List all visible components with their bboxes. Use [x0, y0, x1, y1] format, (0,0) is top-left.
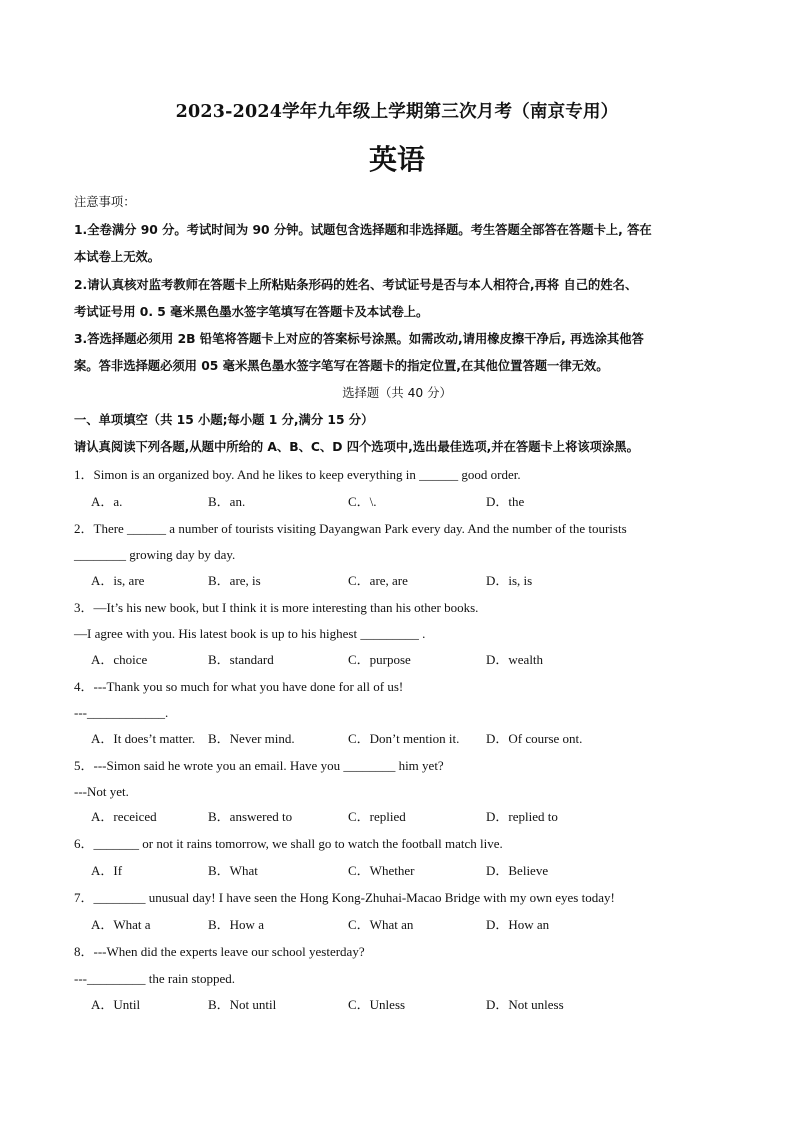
- question-8-text: ---_________ the rain stopped.: [74, 971, 236, 986]
- question-1-option-d: D．the: [486, 494, 525, 509]
- question-2-option-c: C．are, are: [348, 573, 408, 588]
- question-3-text: —I agree with you. His latest book is up to his highest _________ .: [74, 626, 426, 641]
- question-5-option-d: D．replied to: [486, 809, 558, 824]
- question-3-option-c: C．purpose: [348, 652, 411, 667]
- question-8-option-a: A．Until: [91, 997, 141, 1012]
- question-6-text: 6．_______ or not it rains tomorrow, we shall go to watch the football match live.: [74, 836, 503, 851]
- question-6-option-d: D．Believe: [486, 863, 549, 878]
- question-3-option-a: A．choice: [91, 652, 148, 667]
- question-4-option-d: D．Of course ont.: [486, 731, 583, 746]
- notice-line-2b: 考试证号用 0. 5 毫米黑色墨水签字笔填写在答题卡及本试卷上。: [74, 305, 429, 319]
- question-4-option-a: A．It does’t matter.: [91, 731, 196, 746]
- subject-title: 英语: [368, 143, 425, 176]
- notice-line-3a: 3.答选择题必须用 2B 铅笔将答题卡上对应的答案标号涂黑。如需改动,请用橡皮擦干净后, 再选涂其他答: [74, 332, 644, 346]
- question-8-option-b: B．Not until: [208, 997, 277, 1012]
- part-instruction: 请认真阅读下列各题,从题中所给的 A、B、C、D 四个选项中,选出最佳选项,并在答题卡上将该项涂黑。: [74, 440, 639, 454]
- question-2-text: 2．There ______ a number of tourists visiting Dayangwan Park every day. And the number of the tourists: [74, 521, 627, 536]
- notice-heading: 注意事项：: [74, 195, 136, 209]
- question-7-option-b: B．How a: [208, 917, 264, 932]
- question-2-text: ________ growing day by day.: [74, 547, 236, 562]
- question-7-option-a: A．What a: [91, 917, 151, 932]
- question-6-option-b: B．What: [208, 863, 258, 878]
- question-5-text: 5．---Simon said he wrote you an email. Have you ________ him yet?: [74, 758, 444, 773]
- question-2-option-a: A．is, are: [91, 573, 145, 588]
- notice-line-1b: 本试卷上无效。: [74, 250, 161, 264]
- question-8-option-d: D．Not unless: [486, 997, 564, 1012]
- question-5-option-b: B．answered to: [208, 809, 293, 824]
- question-4-text: ---____________.: [74, 705, 169, 720]
- question-5-option-c: C．replied: [348, 809, 406, 824]
- section-heading: 选择题（共 40 分）: [342, 386, 452, 400]
- question-2-option-d: D．is, is: [486, 573, 533, 588]
- notice-line-2a: 2.请认真核对监考教师在答题卡上所粘贴条形码的姓名、考试证号是否与本人相符合,再将 自己的姓名、: [74, 278, 638, 292]
- question-1-text: 1．Simon is an organized boy. And he likes to keep everything in ______ good order.: [74, 467, 521, 482]
- question-6-option-c: C．Whether: [348, 863, 415, 878]
- question-8-text: 8．---When did the experts leave our school yesterday?: [74, 944, 365, 959]
- question-4-option-c: C．Don’t mention it.: [348, 731, 460, 746]
- question-3-option-b: B．standard: [208, 652, 274, 667]
- question-6-option-a: A．If: [91, 863, 123, 878]
- part-heading: 一、单项填空（共 15 小题;每小题 1 分,满分 15 分）: [74, 413, 374, 427]
- question-7-option-d: D．How an: [486, 917, 550, 932]
- notice-line-3b: 案。答非选择题必须用 05 毫米黑色墨水签字笔写在答题卡的指定位置,在其他位置答题一律无效。: [74, 359, 609, 373]
- question-5-option-a: A．receiced: [91, 809, 157, 824]
- question-1-option-a: A．a.: [91, 494, 123, 509]
- question-4-option-b: B．Never mind.: [208, 731, 295, 746]
- question-7-option-c: C．What an: [348, 917, 414, 932]
- notice-line-1a: 1.全卷满分 90 分。考试时间为 90 分钟。试题包含选择题和非选择题。考生答题全部答在答题卡上, 答在: [74, 223, 652, 237]
- question-8-option-c: C．Unless: [348, 997, 406, 1012]
- question-7-text: 7．________ unusual day! I have seen the Hong Kong-Zhuhai-Macao Bridge with my own eyes today!: [74, 890, 615, 905]
- question-3-text: 3．—It’s his new book, but I think it is more interesting than his other books.: [74, 600, 479, 615]
- question-1-option-c: C．\.: [348, 494, 377, 509]
- question-1-option-b: B．an.: [208, 494, 246, 509]
- question-3-option-d: D．wealth: [486, 652, 544, 667]
- question-2-option-b: B．are, is: [208, 573, 261, 588]
- question-4-text: 4．---Thank you so much for what you have done for all of us!: [74, 679, 404, 694]
- exam-title: 2023-2024学年九年级上学期第三次月考（南京专用）: [175, 102, 619, 122]
- question-5-text: ---Not yet.: [74, 784, 129, 799]
